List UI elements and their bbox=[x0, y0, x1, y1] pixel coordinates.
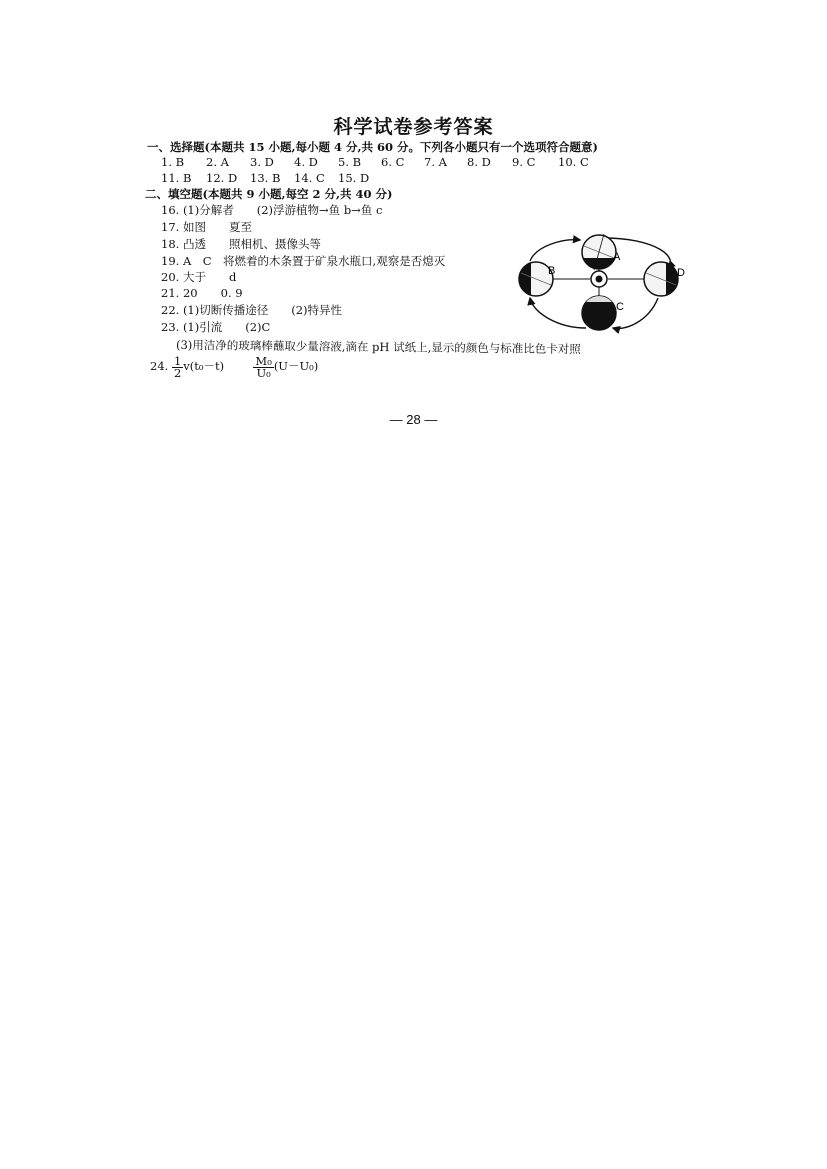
label-d: D bbox=[677, 267, 685, 279]
answer-item: 10. C bbox=[558, 155, 589, 169]
section1-heading: 一、选择题(本题共 15 小题,每小题 4 分,共 60 分。下列各小题只有一个选项符合题意) bbox=[147, 140, 598, 154]
answer-17: 17. 如图 夏至 bbox=[161, 220, 252, 234]
answer-item: 9. C bbox=[512, 155, 536, 169]
earth-a-icon bbox=[582, 234, 616, 270]
answer-23-part3: (3)用洁净的玻璃棒蘸取少量溶液,滴在 pH 试纸上,显示的颜色与标准比色卡对照 bbox=[175, 337, 581, 357]
answer-item: 7. A bbox=[424, 155, 447, 169]
answer-item: 3. D bbox=[250, 155, 274, 169]
earth-orbit-diagram bbox=[508, 228, 698, 340]
page-title: 科学试卷参考答案 bbox=[333, 116, 494, 138]
answer-21: 21. 20 0. 9 bbox=[161, 286, 243, 300]
answer-20: 20. 大于 d bbox=[161, 270, 237, 284]
sun-icon bbox=[591, 271, 607, 287]
answer-22: 22. (1)切断传播途径 (2)特异性 bbox=[161, 303, 343, 317]
answer-item: 8. D bbox=[467, 155, 491, 169]
answer-24-expr2: (U－U₀) bbox=[273, 359, 319, 373]
answer-19: 19. A C 将燃着的木条置于矿泉水瓶口,观察是否熄灭 bbox=[161, 254, 446, 268]
answer-item: 13. B bbox=[250, 171, 281, 185]
fraction-numerator: M₀ bbox=[255, 353, 272, 368]
earth-d-icon bbox=[644, 262, 680, 296]
fraction-denominator: 2 bbox=[173, 365, 182, 380]
page-number: — 28 — bbox=[389, 412, 438, 427]
answer-row-1 bbox=[0, 155, 827, 169]
answer-item: 15. D bbox=[338, 171, 370, 185]
answer-16: 16. (1)分解者 (2)浮游植物→鱼 b→鱼 c bbox=[161, 203, 383, 217]
fraction-m0-u0 bbox=[253, 353, 273, 380]
answer-24 bbox=[150, 355, 318, 379]
answer-23: 23. (1)引流 (2)C bbox=[161, 320, 271, 334]
answer-24-number: 24. bbox=[150, 359, 169, 373]
fraction-denominator: U₀ bbox=[256, 365, 271, 380]
orbit-path bbox=[530, 298, 586, 328]
fraction-numerator: 1 bbox=[173, 353, 182, 368]
label-a: A bbox=[613, 251, 621, 263]
answer-item: 14. C bbox=[294, 171, 325, 185]
orbit-path bbox=[530, 240, 580, 261]
answer-24-expr1: v(t₀－t) bbox=[183, 359, 225, 373]
answer-item: 11. B bbox=[161, 171, 192, 185]
answer-18: 18. 凸透 照相机、摄像头等 bbox=[161, 237, 321, 251]
label-c: C bbox=[616, 301, 624, 313]
earth-c-icon bbox=[582, 296, 616, 330]
section2-heading: 二、填空题(本题共 9 小题,每空 2 分,共 40 分) bbox=[145, 187, 393, 201]
answer-item: 1. B bbox=[161, 155, 185, 169]
answer-item: 12. D bbox=[206, 171, 238, 185]
label-b: B bbox=[548, 265, 556, 277]
answer-item: 4. D bbox=[294, 155, 318, 169]
fraction-one-half bbox=[172, 353, 183, 380]
answer-item: 2. A bbox=[206, 155, 229, 169]
answer-row-2 bbox=[0, 171, 827, 185]
answer-item: 6. C bbox=[381, 155, 405, 169]
answer-item: 5. B bbox=[338, 155, 362, 169]
